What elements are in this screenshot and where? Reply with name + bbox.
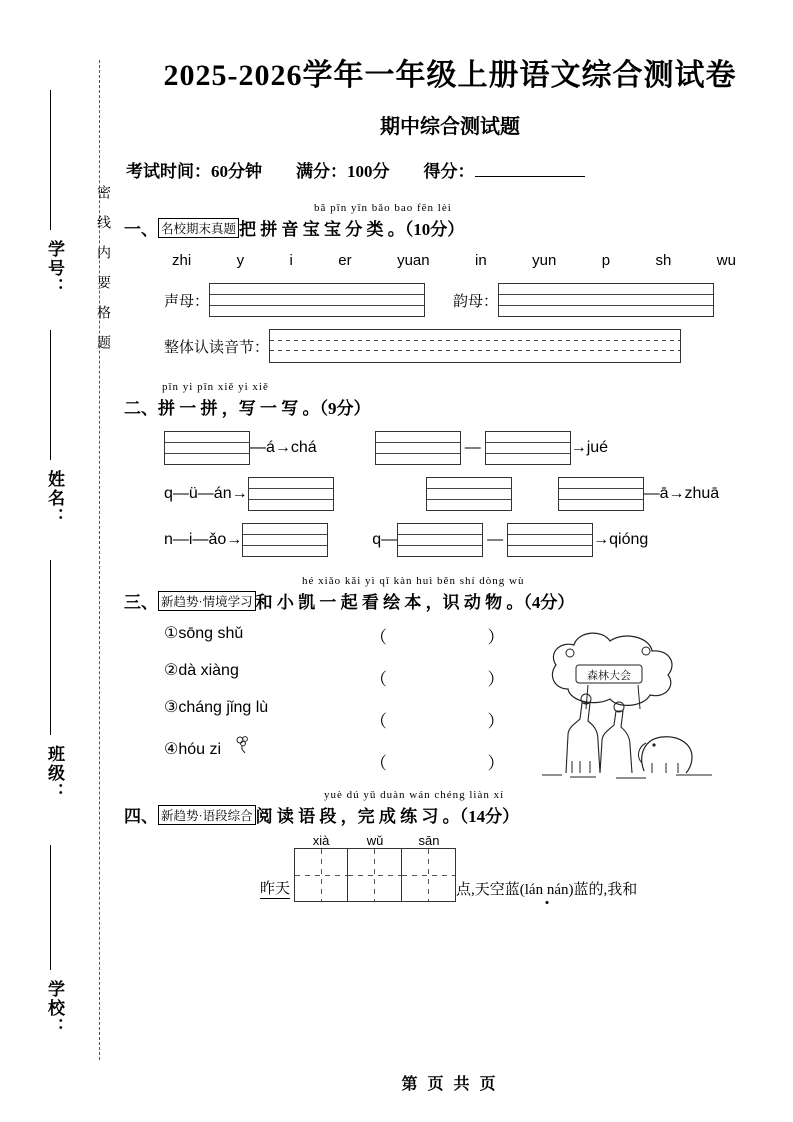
question-2-pinyin: pīn yi pīn xiě yi xiě [162, 381, 269, 393]
page-subtitle: 期中综合测试题 [380, 116, 520, 138]
shengmu-answer-box[interactable] [209, 283, 425, 317]
question-3-heading [120, 575, 780, 613]
exam-score [424, 157, 585, 182]
question-4-number: 四、 [124, 807, 158, 826]
pinyin-item: p [601, 252, 611, 269]
question-3-options [120, 623, 370, 783]
paren-right: ） [487, 754, 505, 773]
pinyin-item: sh [655, 252, 672, 269]
question-4-line [124, 802, 780, 827]
question-4-heading [120, 789, 780, 827]
paren-left: （ [370, 670, 387, 689]
question-1-heading [120, 202, 780, 240]
question-2-heading [120, 381, 780, 419]
exam-sheet [120, 0, 780, 1122]
answer-paren[interactable] [370, 707, 520, 732]
yunmu-label: 韵母： [453, 293, 499, 310]
row-suffix: →jué [570, 439, 609, 456]
exam-time: 考试时间：60分钟 [126, 162, 262, 181]
passage-text: 点,天空蓝(lán nán)蓝的,我和 [456, 878, 637, 899]
school-label: 学校： [45, 980, 64, 1037]
question-4-passage [120, 833, 780, 902]
question-3-tag: 新趋势·情境学习 [158, 591, 256, 611]
student-id-label: 学号： [45, 240, 64, 297]
exam-info [120, 157, 780, 182]
row-mid: — [464, 439, 481, 456]
paren-right: ） [487, 712, 505, 731]
passage-start [260, 877, 290, 902]
question-2-score: （9分） [319, 399, 371, 418]
question-2-row-2 [120, 477, 780, 511]
question-3-text: 和 小 凯 一 起 看 绘 本 ，识 动 物 。 [255, 593, 524, 612]
row-suffix: —ā→zhuā [643, 485, 720, 502]
exam-total: 满分：100分 [296, 162, 390, 181]
shengmu-yunmu-row [120, 283, 780, 317]
answer-box[interactable] [397, 523, 483, 557]
list-item: ②dà xiàng [164, 662, 239, 679]
paren-left: （ [370, 754, 387, 773]
shengmu-label: 声母： [164, 293, 210, 310]
answer-box[interactable] [164, 431, 250, 465]
tianzi-pinyin: wǔ [366, 833, 384, 848]
tianzi-cell[interactable] [348, 848, 402, 902]
tianzi-pinyin: sān [418, 833, 440, 848]
score-blank[interactable] [475, 162, 585, 177]
question-2-number: 二、 [124, 399, 158, 418]
pinyin-item: i [289, 252, 293, 269]
seal-line-text: 密线内要格题 [95, 185, 110, 365]
passage-rest [456, 878, 637, 902]
name-rule [50, 330, 51, 460]
question-3-score: （4分） [523, 593, 575, 612]
tianzi-cell[interactable] [294, 848, 348, 902]
question-1-score: （10分） [404, 220, 465, 239]
pinyin-item: y [236, 252, 245, 269]
row-suffix: —á→chá [250, 439, 317, 456]
question-3-number: 三、 [124, 593, 158, 612]
question-2-row-3 [120, 523, 780, 557]
pinyin-item: yun [532, 252, 557, 269]
left-margin-info [0, 0, 120, 1122]
answer-paren[interactable] [370, 623, 520, 648]
row-suffix: →qióng [593, 531, 649, 548]
zhengti-answer-box[interactable] [269, 329, 681, 363]
yunmu-answer-box[interactable] [498, 283, 714, 317]
answer-paren[interactable] [370, 665, 520, 690]
zhengti-row [120, 329, 780, 363]
question-2-row-1 [120, 431, 780, 465]
question-1-line [124, 215, 780, 240]
row-prefix: n—i—ǎo→ [164, 531, 243, 548]
question-1-number: 一、 [124, 220, 158, 239]
question-3-body [120, 623, 780, 783]
question-4-tag: 新趋势·语段综合 [158, 805, 256, 825]
class-rule [50, 560, 51, 735]
question-1-text: 把 拼 音 宝 宝 分 类 。 [239, 220, 405, 239]
row-prefix: q— [372, 531, 398, 548]
student-id-rule [50, 90, 51, 230]
question-4-score: （14分） [459, 807, 520, 826]
row-mid: — [487, 531, 504, 548]
zhengti-label: 整体认读音节： [164, 339, 270, 356]
question-4-text: 阅 读 语 段 ，完 成 练 习 。 [255, 807, 460, 826]
paren-left: （ [370, 712, 387, 731]
page-footer: 第 页 共 页 [401, 1076, 499, 1093]
pinyin-item: yuan [397, 252, 430, 269]
pinyin-item: zhi [172, 252, 192, 269]
paren-right: ） [487, 670, 505, 689]
question-2-text: 拼 一 拼 ，写 一 写 。 [158, 399, 320, 418]
pinyin-item: in [475, 252, 487, 269]
paren-right: ） [487, 628, 505, 647]
list-item: ③cháng jǐng lù [164, 699, 269, 716]
tianzi-group [294, 833, 456, 902]
list-item-label: ④hóu zi [164, 741, 222, 758]
question-2-line [124, 394, 780, 419]
list-item: ①sōng shǔ [164, 625, 244, 642]
school-rule [50, 845, 51, 970]
list-item [164, 734, 370, 759]
question-1-pinyin: bǎ pīn yīn bǎo bao fēn lèi [314, 202, 452, 214]
paren-left: （ [370, 628, 387, 647]
passage-underlined-word: 昨天 [260, 877, 290, 899]
answer-box[interactable] [426, 477, 512, 511]
pinyin-item: er [338, 252, 352, 269]
answer-box[interactable] [485, 431, 571, 465]
score-label: 得分： [423, 162, 475, 181]
answer-box[interactable] [242, 523, 328, 557]
page-title: 2025-2026学年一年级上册语文综合测试卷 [163, 59, 737, 92]
row-prefix: q—ü—án→ [164, 485, 248, 502]
svg-text:森林大会: 森林大会 [587, 670, 631, 682]
question-3-line [124, 588, 780, 613]
flower-icon [232, 734, 254, 759]
answer-box[interactable] [507, 523, 593, 557]
answer-box[interactable] [558, 477, 644, 511]
question-3-pinyin: hé xiǎo kǎi yì qǐ kàn huì běn shí dòng wù [302, 575, 525, 587]
tianzi-pinyin: xià [312, 833, 330, 848]
answer-box[interactable] [375, 431, 461, 465]
class-label: 班级： [45, 745, 64, 802]
answer-box[interactable] [248, 477, 334, 511]
name-label: 姓名： [45, 470, 64, 527]
question-1-tag: 名校期末真题 [158, 218, 239, 238]
question-3-answer-parens [370, 623, 520, 783]
question-1-pinyin-items [172, 252, 736, 269]
forest-meeting-illustration [526, 623, 726, 783]
answer-paren[interactable] [370, 749, 520, 774]
pinyin-item: wu [716, 252, 736, 269]
question-4-pinyin: yuè dú yǔ duàn wán chéng liàn xí [324, 789, 505, 801]
tianzi-cell[interactable] [402, 848, 456, 902]
